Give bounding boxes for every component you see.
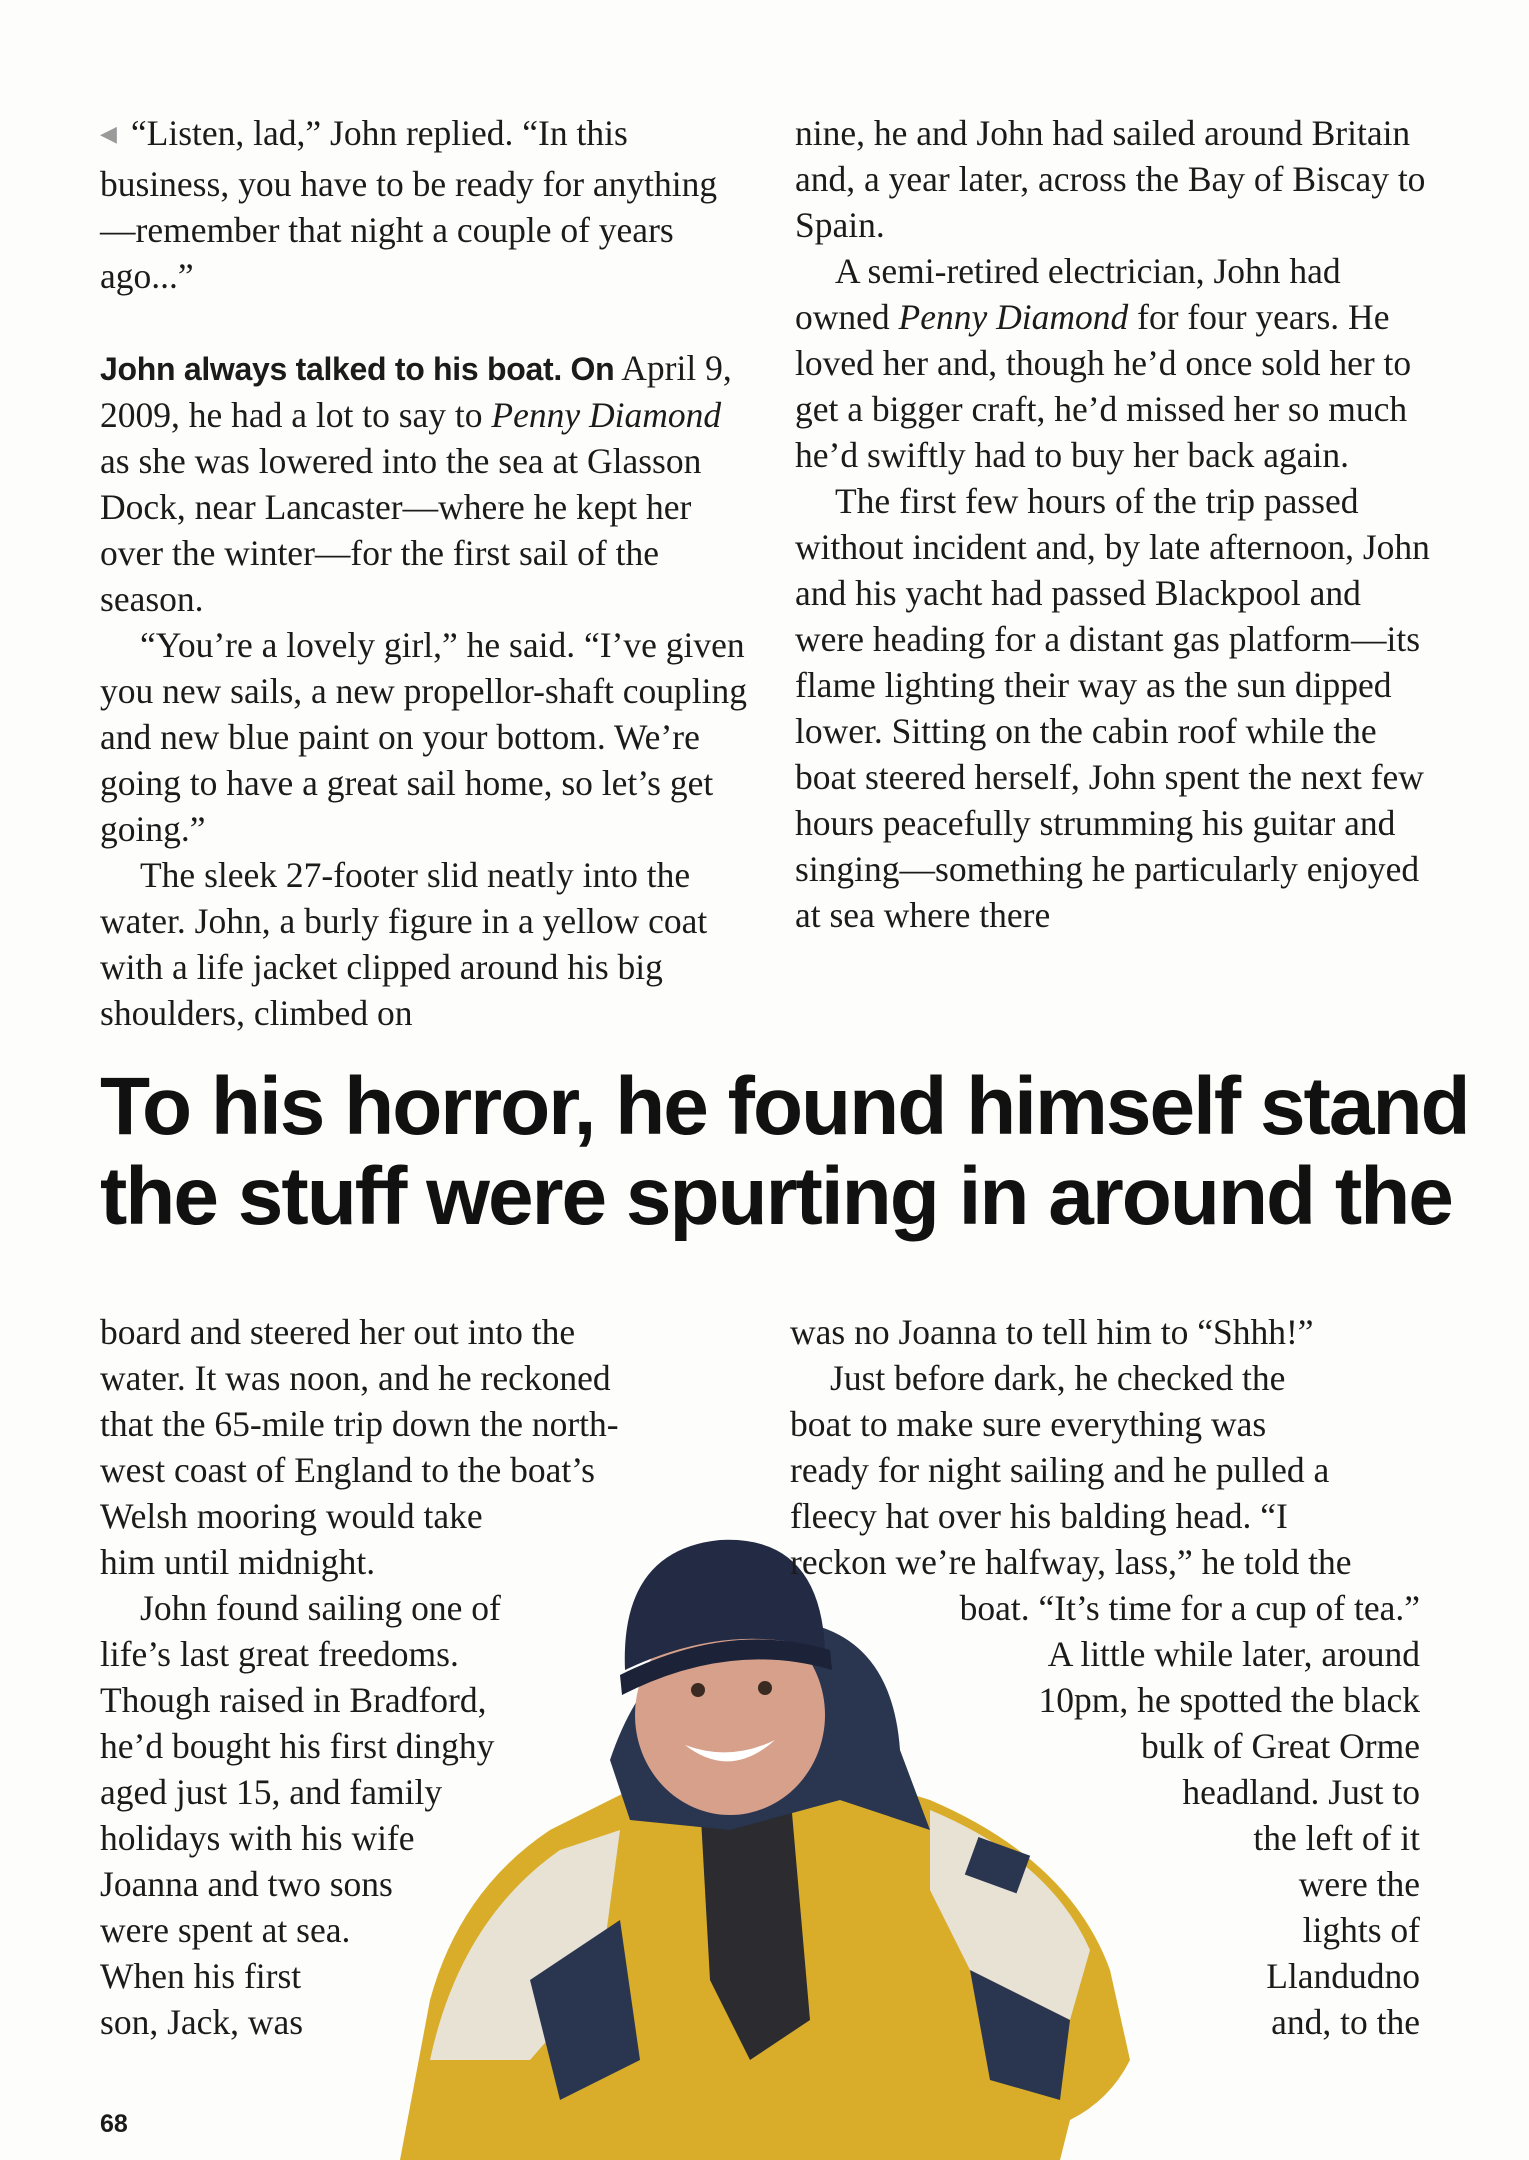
text-line: boat. “It’s time for a cup of tea.” <box>959 1588 1420 1628</box>
lead-in: John always talked to his boat. On <box>100 351 615 387</box>
column-bottom-right <box>790 1309 1420 2045</box>
text-line: were spent at sea. <box>100 1910 351 1950</box>
pull-quote <box>100 1062 1529 1242</box>
text-line: the left of it <box>1253 1818 1420 1858</box>
text-line: were the <box>1298 1864 1420 1904</box>
text-line: son, Jack, was <box>100 2002 304 2042</box>
text-line: board and steered her out into the <box>100 1312 576 1352</box>
text-line: Joanna and two sons <box>100 1864 393 1904</box>
text-line: that the 65-mile trip down the north- <box>100 1404 619 1444</box>
pull-quote-line: the stuff were spurting in around the <box>100 1151 1452 1242</box>
text-line: reckon we’re halfway, lass,” he told the <box>790 1542 1352 1582</box>
text-line: aged just 15, and family <box>100 1772 443 1812</box>
text-line: 10pm, he spotted the black <box>1038 1680 1420 1720</box>
text-line: Just before dark, he checked the <box>830 1358 1286 1398</box>
paragraph: The sleek 27-footer slid neatly into the water. John, a burly figure in a yellow coat with a life jacket clipped around his big shoulders, climbed on <box>100 855 708 1033</box>
text-line: life’s last great freedoms. <box>100 1634 459 1674</box>
text-line: When his first <box>100 1956 302 1996</box>
paragraph: ◀ “Listen, lad,” John replied. “In this business, you have to be ready for anything—remember that night a couple of years ago...” <box>100 113 718 296</box>
text-line: Llandudno <box>1266 1956 1420 1996</box>
column-top-left <box>100 110 750 1036</box>
paragraph: John always talked to his boat. On April 9, 2009, he had a lot to say to Penny Diamond as she was lowered into the sea at Glasson Dock, near Lancaster—where he kept her over the winter—for the first sail of the season. <box>100 348 732 619</box>
text-line: John found sailing one of <box>140 1588 501 1628</box>
text-line: water. It was noon, and he reckoned <box>100 1358 611 1398</box>
paragraph: “You’re a lovely girl,” he said. “I’ve given you new sails, a new propellor-shaft coupling and new blue paint on your bottom. We’re going to have a great sail home, so let’s get going.” <box>100 625 748 849</box>
text-line: Though raised in Bradford, <box>100 1680 487 1720</box>
text-line: lights of <box>1302 1910 1420 1950</box>
paragraph: A semi-retired electrician, John had owned Penny Diamond for four years. He loved her and, though he’d once sold her to get a bigger craft, he’d missed her so much he’d swiftly had to buy her back again. <box>795 251 1412 475</box>
text-line: was no Joanna to tell him to “Shhh!” <box>790 1312 1314 1352</box>
boat-name: Penny Diamond <box>898 297 1129 337</box>
text-line: and, to the <box>1271 2002 1420 2042</box>
text-line: holidays with his wife <box>100 1818 415 1858</box>
text-line: him until midnight. <box>100 1542 376 1582</box>
paragraph: nine, he and John had sailed around Britain and, a year later, across the Bay of Biscay to Spain. <box>795 113 1426 245</box>
page-number: 68 <box>100 2110 128 2138</box>
text-line: boat to make sure everything was <box>790 1404 1267 1444</box>
column-top-right <box>795 110 1435 938</box>
text-line: fleecy hat over his balding head. “I <box>790 1496 1288 1536</box>
text-line: headland. Just to <box>1182 1772 1420 1812</box>
text-line: bulk of Great Orme <box>1141 1726 1420 1766</box>
text-line: he’d bought his first dinghy <box>100 1726 495 1766</box>
text-line: west coast of England to the boat’s <box>100 1450 595 1490</box>
text-line: A little while later, around <box>1047 1634 1420 1674</box>
column-bottom-left <box>100 1309 720 2045</box>
paragraph: The first few hours of the trip passed without incident and, by late afternoon, John and his yacht had passed Blackpool and were heading for a distant gas platform—its flame lighting their way as the sun dipped lower. Sitting on the cabin roof while the boat steered herself, John spent the next few hours peacefully strumming his guitar and singing—something he particularly enjoyed at sea where there <box>795 481 1430 935</box>
boat-name: Penny Diamond <box>491 395 722 435</box>
pull-quote-line: To his horror, he found himself stand <box>100 1062 1469 1152</box>
continuation-arrow-icon: ◀ <box>100 121 117 146</box>
text-line: ready for night sailing and he pulled a <box>790 1450 1330 1490</box>
text-line: Welsh mooring would take <box>100 1496 483 1536</box>
